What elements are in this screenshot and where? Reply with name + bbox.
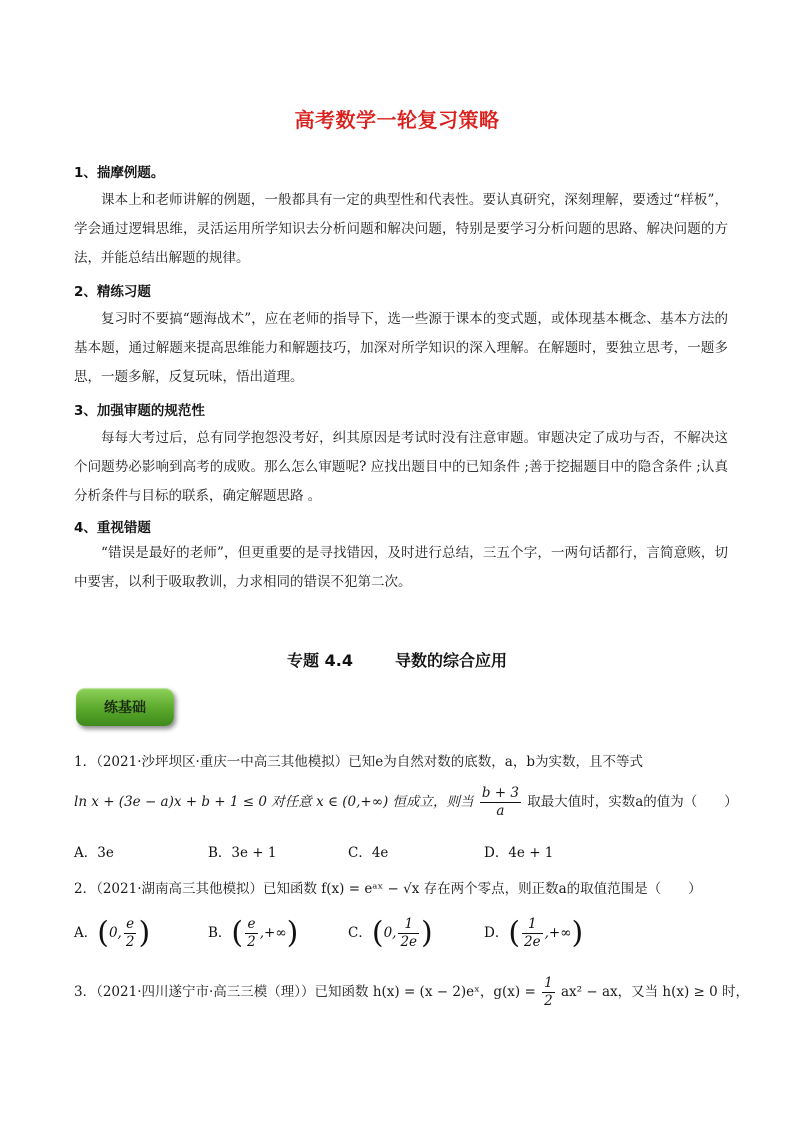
fraction-numerator: e (124, 916, 137, 934)
question-1-option-c[interactable]: C．4e (348, 845, 389, 861)
strategy-heading-3: 3、加强审题的规范性 (74, 403, 205, 419)
question-2-option-c[interactable] (348, 916, 433, 951)
page-title: 高考数学一轮复习策略 (294, 108, 500, 132)
practice-basics-badge: 练基础 (76, 688, 174, 726)
question-1-option-d[interactable]: D．4e + 1 (484, 845, 554, 861)
question-1-ask: 取最大值时，实数a的值为（ ） (527, 794, 738, 810)
section-title (0, 648, 794, 671)
question-1-option-a[interactable]: A．3e (74, 845, 114, 861)
strategy-text-1: 课本上和老师讲解的例题，一般都具有一定的典型性和代表性。要认真研究，深刻理解，要透过“样板”，学会通过逻辑思维，灵活运用所学知识去分析问题和解决问题，特别是要学习分析问题的思路、解决问题的方法，并能总结出解题的规律。 (74, 192, 728, 266)
option-label: B． (208, 925, 232, 941)
option-label: C． (348, 925, 372, 941)
question-1-condition (74, 782, 738, 822)
question-3-text-a: 3．（2021·四川遂宁市·高三三模（理））已知函数 h(x) = (x − 2)eˣ，g(x) = (74, 984, 536, 1000)
question-2-option-d[interactable] (484, 916, 583, 951)
question-3-text-b: ax² − ax，又当 h(x) ≥ 0 时， (560, 984, 750, 1000)
option-lead: 0, (383, 925, 397, 941)
close-paren: ) (571, 915, 584, 951)
section-number: 专题 4.4 (287, 651, 353, 670)
question-2-option-a[interactable] (74, 916, 150, 951)
open-paren: ( (231, 915, 244, 951)
question-1-fraction (480, 785, 521, 820)
section-name: 导数的综合应用 (394, 651, 507, 670)
fraction-denominator: a (496, 803, 505, 819)
fraction-denominator: 2e (400, 934, 418, 950)
fraction-numerator: 1 (522, 916, 543, 934)
question-2-option-b[interactable] (208, 916, 298, 951)
fraction-numerator: 1 (398, 916, 419, 934)
option-trail: ,+∞ (259, 925, 287, 941)
question-3-stem (74, 972, 750, 1012)
strategy-heading-1: 1、揣摩例题。 (74, 165, 165, 181)
strategy-heading-2: 2、精练习题 (74, 284, 151, 300)
option-trail: ,+∞ (544, 925, 572, 941)
fraction-denominator: 2e (524, 934, 541, 950)
option-fraction (522, 916, 543, 951)
fraction-denominator: 2 (544, 993, 553, 1009)
fraction-denominator: 2 (125, 934, 135, 950)
question-3-fraction (542, 975, 555, 1010)
question-1-option-b[interactable]: B．3e + 1 (208, 845, 277, 861)
strategy-text-4: “错误是最好的老师”，但更重要的是寻找错因，及时进行总结，三五个字，一两句话都行，言简意赅，切中要害，以利于吸取教训，力求相同的错误不犯第二次。 (74, 545, 728, 590)
open-paren: ( (97, 915, 109, 951)
question-2-stem: 2．（2021·湖南高三其他模拟）已知函数 f(x) = eᵃˣ − √x 存在两个零点，则正数a的取值范围是（ ） (74, 881, 702, 897)
strategy-text-2: 复习时不要搞“题海战术”，应在老师的指导下，选一些源于课本的变式题，或体现基本概念、基本方法的基本题，通过解题来提高思维能力和解题技巧，加深对所学知识的深入理解。在解题时，要独立思考，一题多思，一题多解，反复玩味，悟出道理。 (74, 311, 728, 385)
fraction-denominator: 2 (247, 934, 256, 950)
option-fraction (124, 916, 137, 951)
option-lead: 0, (108, 925, 122, 941)
option-label: D． (484, 925, 509, 941)
question-1-condition-text: ln x + (3e − a)x + b + 1 ≤ 0 对任意 x ∈ (0,+∞) 恒成立，则当 (74, 794, 474, 810)
close-paren: ) (138, 915, 151, 951)
close-paren: ) (286, 915, 299, 951)
question-1-stem: 1．（2021·沙坪坝区·重庆一中高三其他模拟）已知e为自然对数的底数，a，b为实数，且不等式 (74, 754, 643, 770)
fraction-numerator: e (245, 916, 258, 934)
option-label: A． (74, 925, 98, 941)
open-paren: ( (371, 915, 384, 951)
open-paren: ( (508, 915, 521, 951)
fraction-numerator: 1 (544, 975, 553, 991)
close-paren: ) (421, 915, 433, 951)
strategy-heading-4: 4、重视错题 (74, 520, 151, 536)
fraction-numerator: b + 3 (481, 785, 519, 801)
strategy-text-3: 每每大考过后，总有同学抱怨没考好，纠其原因是考试时没有注意审题。审题决定了成功与否，不解决这个问题势必影响到高考的成败。那么怎么审题呢? 应找出题目中的已知条件 ;善于挖掘题目中的隐含条件 ;认真分析条件与目标的联系，确定解题思路 。 (74, 430, 728, 504)
question-2-options (74, 916, 734, 964)
option-fraction (245, 916, 258, 951)
option-fraction (398, 916, 419, 951)
